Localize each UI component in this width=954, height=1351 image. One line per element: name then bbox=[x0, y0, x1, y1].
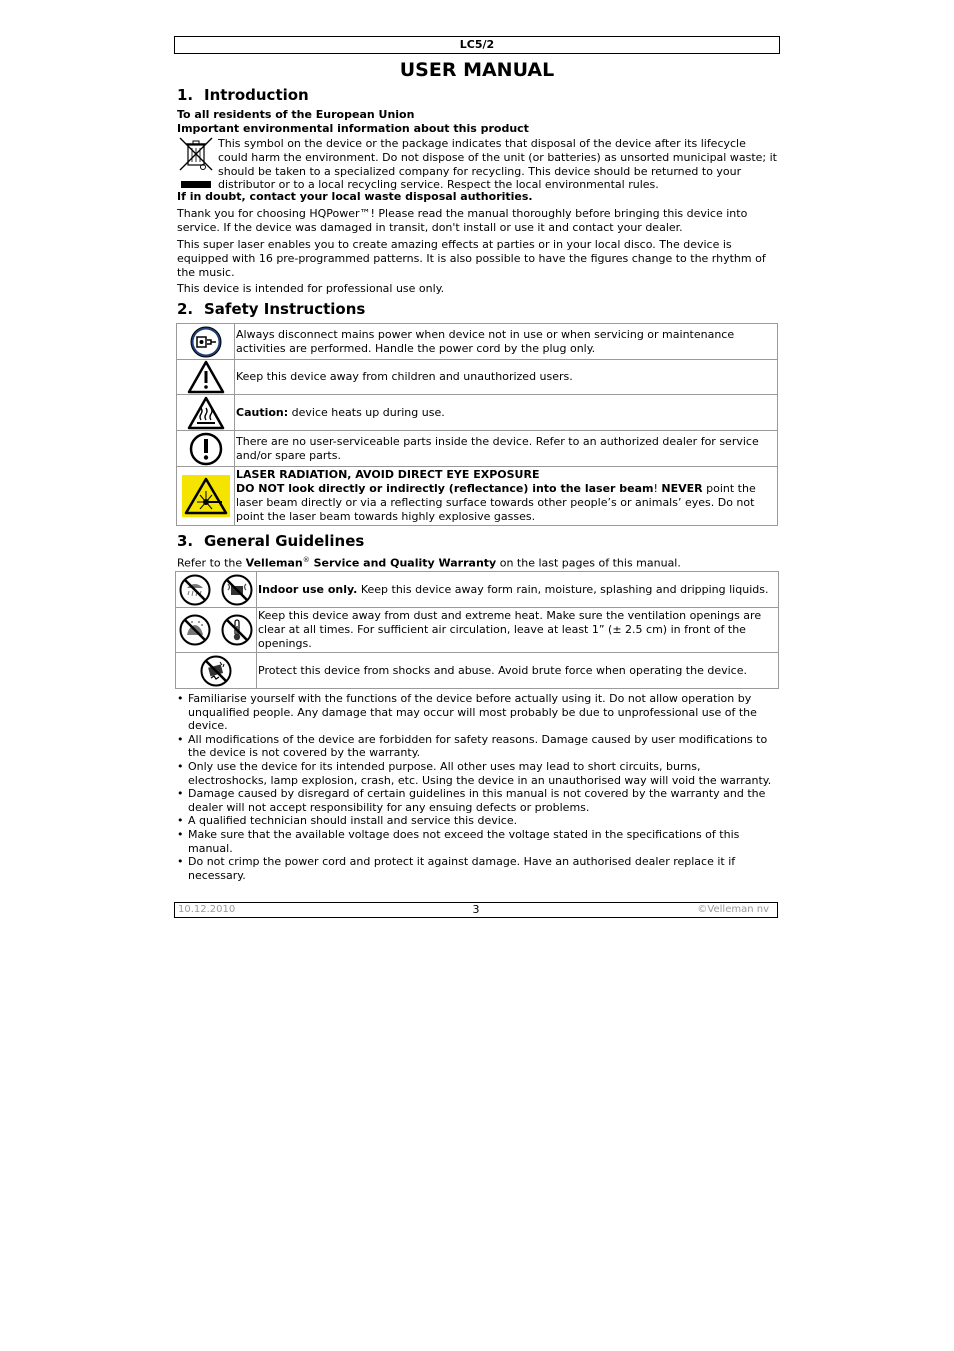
list-item: • Familiarise yourself with the functions of the device before actually using it. Do not allow operation by unqualified people. Any damage that may occur will most probably be due to unprofessional use of the device. bbox=[177, 692, 777, 733]
intro-heading: 1. Introduction bbox=[177, 86, 309, 104]
footer-copyright: ©Velleman nv bbox=[697, 904, 769, 915]
safety-text: Keep this device away from children and unauthorized users. bbox=[235, 360, 778, 395]
intro-paragraph-thanks: Thank you for choosing HQPower™! Please read the manual thoroughly before bringing this device into service. If the device was damaged in transit, don't install or use it and contact your dealer. bbox=[177, 207, 748, 234]
no-heat-icon bbox=[221, 614, 253, 646]
safety-table bbox=[176, 323, 778, 526]
no-splash-icon bbox=[221, 574, 253, 606]
list-item: • Damage caused by disregard of certain guidelines in this manual is not covered by the warranty and the dealer will not accept responsibility for any ensuing defects or problems. bbox=[177, 787, 777, 814]
laser-warning-text: LASER RADIATION, AVOID DIRECT EYE EXPOSURE DO NOT look directly or indirectly (reflectance) into the laser beam! NEVER point the laser beam directly or via a reflecting surface towards other people’s or animals’ eyes. Do not point the laser beam towards highly explosive gasses. bbox=[235, 467, 778, 526]
safety-text: Always disconnect mains power when device not in use or when servicing or maintenance activities are performed. Handle the power cord by the plug only. bbox=[235, 324, 778, 360]
disposal-authorities-line: If in doubt, contact your local waste disposal authorities. bbox=[177, 190, 533, 203]
laser-warning-title: LASER RADIATION, AVOID DIRECT EYE EXPOSURE bbox=[236, 468, 540, 482]
guideline-row bbox=[176, 572, 779, 608]
page-number: 3 bbox=[472, 903, 480, 916]
list-item: • A qualified technician should install and service this device. bbox=[177, 814, 777, 828]
safety-row bbox=[177, 324, 778, 360]
safety-text: There are no user-serviceable parts inside the device. Refer to an authorized dealer for service and/or spare parts. bbox=[235, 431, 778, 467]
list-item: • All modifications of the device are forbidden for safety reasons. Damage caused by user modifications to the device is not covered by the warranty. bbox=[177, 733, 777, 760]
warning-triangle-icon bbox=[187, 360, 225, 394]
hot-surface-icon bbox=[187, 396, 225, 430]
weee-paragraph: This symbol on the device or the package indicates that disposal of the device after its lifecycle could harm the environment. Do not dispose of the unit (or batteries) as unsorted municipal waste; it should be taken to a specialized company for recycling. This device should be returned to your distributor or to a local recycling service. Respect the local environmental rules. bbox=[218, 137, 777, 192]
laser-warning-icon bbox=[182, 475, 230, 517]
eu-residents-line: To all residents of the European Union bbox=[177, 108, 415, 121]
guideline-row bbox=[176, 608, 779, 653]
footer-date: 10.12.2010 bbox=[178, 904, 236, 915]
exclamation-circle-icon bbox=[189, 432, 223, 466]
list-item: • Make sure that the available voltage does not exceed the voltage stated in the specifications of this manual. bbox=[177, 828, 777, 855]
safety-row bbox=[177, 467, 778, 526]
model-header: LC5/2 bbox=[174, 36, 780, 54]
guideline-text: Indoor use only. Keep this device away form rain, moisture, splashing and dripping liquids. bbox=[257, 572, 779, 608]
no-shock-icon bbox=[200, 655, 232, 687]
guideline-text: Keep this device away from dust and extreme heat. Make sure the ventilation openings are clear at all times. For sufficient air circulation, leave at least 1” (± 2.5 cm) in front of the openings. bbox=[257, 608, 779, 653]
intro-paragraph-laser: This super laser enables you to create amazing effects at parties or in your local disco. The device is equipped with 16 pre-programmed patterns. It is also possible to have the figures change to the rhythm of the music. bbox=[177, 238, 766, 279]
intro-paragraph-professional: This device is intended for professional use only. bbox=[177, 282, 445, 295]
list-item: • Do not crimp the power cord and protect it against damage. Have an authorised dealer replace it if necessary. bbox=[177, 855, 777, 882]
guidelines-heading: 3. General Guidelines bbox=[177, 532, 365, 550]
safety-heading: 2. Safety Instructions bbox=[177, 300, 366, 318]
safety-row bbox=[177, 360, 778, 395]
no-dust-icon bbox=[179, 614, 211, 646]
no-rain-icon bbox=[179, 574, 211, 606]
caution-text: Caution: device heats up during use. bbox=[235, 395, 778, 431]
list-item: • Only use the device for its intended purpose. All other uses may lead to short circuits, burns, electroshocks, lamp explosion, crash, etc. Using the device in an unauthorised way will void the warranty. bbox=[177, 760, 777, 787]
document-title: USER MANUAL bbox=[399, 59, 555, 81]
weee-black-bar bbox=[181, 181, 211, 188]
guideline-text: Protect this device from shocks and abuse. Avoid brute force when operating the device. bbox=[257, 653, 779, 689]
safety-row bbox=[177, 395, 778, 431]
safety-row bbox=[177, 431, 778, 467]
crossed-bin-icon bbox=[178, 136, 214, 172]
guidelines-table bbox=[175, 571, 779, 689]
guidelines-bullet-list bbox=[177, 692, 777, 882]
page-footer bbox=[174, 902, 778, 918]
guideline-row bbox=[176, 653, 779, 689]
environment-info-line: Important environmental information about this product bbox=[177, 122, 529, 135]
warranty-reference: Refer to the Velleman® Service and Quality Warranty on the last pages of this manual. bbox=[177, 556, 681, 570]
unplug-icon bbox=[190, 326, 222, 358]
